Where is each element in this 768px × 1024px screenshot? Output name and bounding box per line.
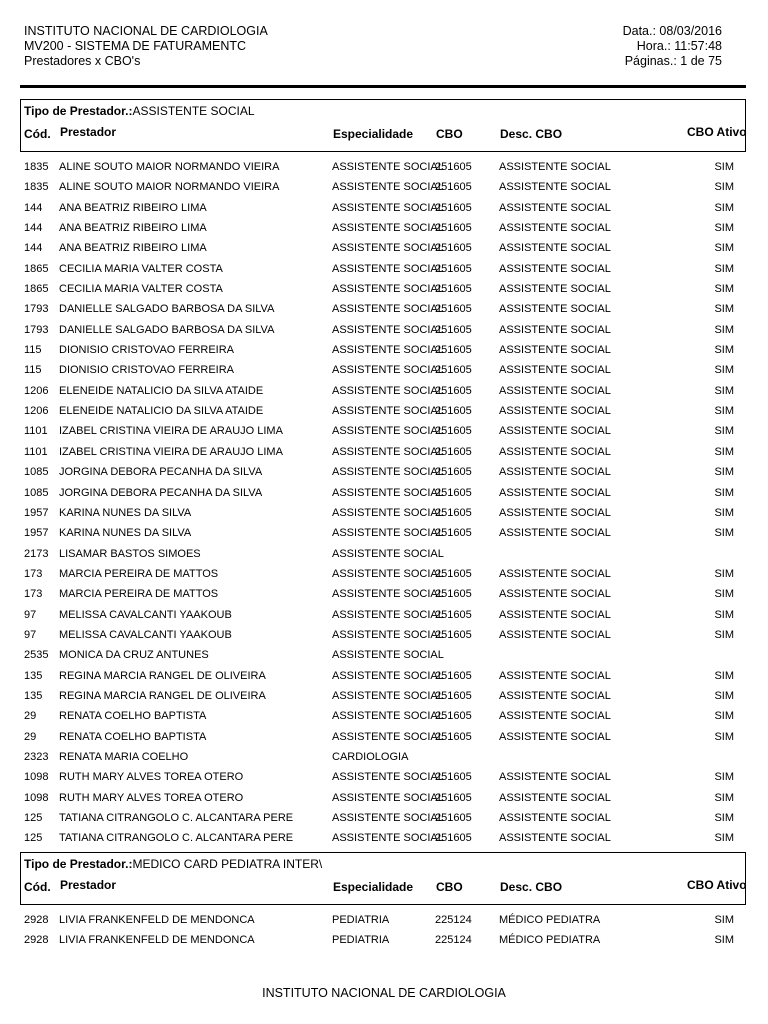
cbo-cell: 251605 (435, 832, 472, 845)
cbo-ativo-cell: SIM (714, 506, 734, 519)
section-rows (20, 905, 746, 951)
report-pages: Páginas.: 1 de 75 (624, 54, 722, 68)
table-row (20, 523, 746, 543)
cbo-ativo-cell: SIM (714, 710, 734, 723)
desc-cbo-cell: ASSISTENTE SOCIAL (499, 344, 611, 357)
cbo-cell: 251605 (435, 425, 472, 438)
cbo-ativo-cell: SIM (714, 812, 734, 824)
especialidade-cell: ASSISTENTE SOCIAL (332, 771, 444, 784)
report-header-right (604, 24, 722, 69)
desc-cbo-cell: ASSISTENTE SOCIAL (499, 506, 611, 519)
cbo-cell: 251605 (435, 242, 472, 255)
prestador-cell: CECILIA MARIA VALTER COSTA (59, 262, 223, 275)
cod-cell: 125 (24, 812, 43, 824)
desc-cbo-cell: ASSISTENTE SOCIAL (499, 567, 611, 580)
especialidade-cell: ASSISTENTE SOCIAL (332, 669, 444, 682)
section-header (20, 852, 746, 905)
cbo-ativo-cell: SIM (714, 608, 734, 621)
table-row (20, 767, 746, 787)
table-row (20, 483, 746, 503)
prestador-cell: ELENEIDE NATALICIO DA SILVA ATAIDE (59, 384, 264, 397)
col-header-cbo: CBO (436, 127, 463, 141)
table-row (20, 564, 746, 584)
report-time: Hora.: 11:57:48 (636, 39, 722, 53)
table-row (20, 645, 746, 665)
table-row (20, 747, 746, 767)
table-row (20, 360, 746, 380)
institution-name: INSTITUTO NACIONAL DE CARDIOLOGIA (24, 24, 268, 38)
cod-cell: 1957 (24, 527, 49, 540)
table-row (20, 544, 746, 564)
prestador-cell: ELENEIDE NATALICIO DA SILVA ATAIDE (59, 405, 264, 418)
table-row (20, 320, 746, 340)
prestador-cell: DIONISIO CRISTOVAO FERREIRA (59, 364, 235, 377)
cod-cell: 144 (24, 201, 43, 214)
especialidade-cell: ASSISTENTE SOCIAL (332, 344, 444, 357)
cbo-cell: 251605 (435, 730, 472, 743)
table-row (20, 381, 746, 401)
especialidade-cell: ASSISTENTE SOCIAL (332, 425, 444, 438)
cbo-ativo-cell: SIM (714, 466, 734, 479)
especialidade-cell: ASSISTENTE SOCIAL (332, 567, 444, 580)
cod-cell: 2928 (24, 914, 49, 926)
system-name: MV200 - SISTEMA DE FATURAMENTC (24, 39, 247, 53)
cbo-ativo-cell: SIM (714, 689, 734, 702)
cbo-cell: 251605 (435, 323, 472, 336)
cbo-ativo-cell: SIM (714, 222, 734, 235)
cbo-ativo-cell: SIM (714, 567, 734, 580)
table-row (20, 727, 746, 747)
cbo-cell: 251605 (435, 445, 472, 458)
especialidade-cell: PEDIATRIA (332, 914, 390, 926)
cod-cell: 1835 (24, 181, 49, 194)
prestador-type (24, 857, 322, 871)
cbo-cell: 251605 (435, 710, 472, 723)
cbo-ativo-cell: SIM (714, 730, 734, 743)
prestador-cell: IZABEL CRISTINA VIEIRA DE ARAUJO LIMA (59, 445, 283, 458)
section-rows (20, 152, 746, 849)
prestador-type-value: ASSISTENTE SOCIAL (132, 104, 255, 118)
cod-cell: 1206 (24, 405, 49, 418)
cbo-ativo-cell: SIM (714, 283, 734, 296)
desc-cbo-cell: ASSISTENTE SOCIAL (499, 669, 611, 682)
especialidade-cell: ASSISTENTE SOCIAL (332, 364, 444, 377)
table-row (20, 666, 746, 686)
cbo-cell: 251605 (435, 567, 472, 580)
cbo-ativo-cell: SIM (714, 303, 734, 316)
cbo-cell: 251605 (435, 608, 472, 621)
col-header-cbo-ativo: CBO Ativo (687, 125, 747, 139)
especialidade-cell: ASSISTENTE SOCIAL (332, 486, 444, 499)
col-header-prestador: Prestador (60, 125, 117, 139)
table-row (20, 259, 746, 279)
cod-cell: 97 (24, 608, 37, 621)
prestador-cell: DANIELLE SALGADO BARBOSA DA SILVA (59, 323, 275, 336)
especialidade-cell: ASSISTENTE SOCIAL (332, 242, 444, 255)
col-header-cbo-ativo: CBO Ativo (687, 878, 747, 892)
cod-cell: 1098 (24, 771, 49, 784)
cbo-ativo-cell: SIM (714, 262, 734, 275)
especialidade-cell: ASSISTENTE SOCIAL (332, 201, 444, 214)
cbo-cell: 251605 (435, 303, 472, 316)
cod-cell: 144 (24, 222, 43, 235)
desc-cbo-cell: ASSISTENTE SOCIAL (499, 262, 611, 275)
especialidade-cell: ASSISTENTE SOCIAL (332, 262, 444, 275)
prestador-cell: DANIELLE SALGADO BARBOSA DA SILVA (59, 303, 275, 316)
cod-cell: 1835 (24, 161, 49, 173)
cbo-cell: 251605 (435, 181, 472, 194)
cod-cell: 1865 (24, 262, 49, 275)
table-row (20, 788, 746, 808)
desc-cbo-cell: ASSISTENTE SOCIAL (499, 628, 611, 641)
cbo-cell: 225124 (435, 934, 472, 947)
cod-cell: 135 (24, 669, 43, 682)
cod-cell: 2323 (24, 750, 49, 763)
report-title: Prestadores x CBO's (24, 54, 141, 68)
cbo-cell: 251605 (435, 222, 472, 235)
especialidade-cell: ASSISTENTE SOCIAL (332, 547, 444, 560)
cbo-ativo-cell: SIM (714, 323, 734, 336)
cbo-cell: 251605 (435, 791, 472, 804)
prestador-cell: IZABEL CRISTINA VIEIRA DE ARAUJO LIMA (59, 425, 283, 438)
prestador-cell: LIVIA FRANKENFELD DE MENDONCA (59, 934, 255, 947)
prestador-type-label: Tipo de Prestador.: (24, 104, 133, 118)
prestador-cell: RENATA MARIA COELHO (59, 750, 189, 763)
desc-cbo-cell: ASSISTENTE SOCIAL (499, 466, 611, 479)
prestador-cell: LISAMAR BASTOS SIMOES (59, 547, 201, 560)
especialidade-cell: ASSISTENTE SOCIAL (332, 405, 444, 418)
cbo-cell: 251605 (435, 201, 472, 214)
cbo-ativo-cell: SIM (714, 344, 734, 357)
header-divider (20, 85, 746, 88)
cod-cell: 29 (24, 730, 37, 743)
cbo-ativo-cell: SIM (714, 791, 734, 804)
cbo-ativo-cell: SIM (714, 771, 734, 784)
col-header-cod: Cód. (24, 127, 51, 141)
especialidade-cell: PEDIATRIA (332, 934, 390, 947)
prestador-cell: KARINA NUNES DA SILVA (59, 527, 192, 540)
cbo-ativo-cell: SIM (714, 405, 734, 418)
cod-cell: 1957 (24, 506, 49, 519)
especialidade-cell: ASSISTENTE SOCIAL (332, 812, 444, 824)
cbo-cell: 251605 (435, 405, 472, 418)
especialidade-cell: ASSISTENTE SOCIAL (332, 384, 444, 397)
cbo-ativo-cell: SIM (714, 242, 734, 255)
cbo-cell: 251605 (435, 466, 472, 479)
cbo-ativo-cell: SIM (714, 181, 734, 194)
especialidade-cell: ASSISTENTE SOCIAL (332, 161, 444, 173)
desc-cbo-cell: ASSISTENTE SOCIAL (499, 486, 611, 499)
col-header-especialidade: Especialidade (333, 880, 414, 894)
desc-cbo-cell: ASSISTENTE SOCIAL (499, 445, 611, 458)
especialidade-cell: ASSISTENTE SOCIAL (332, 791, 444, 804)
cod-cell: 2173 (24, 547, 49, 560)
table-row (20, 299, 746, 319)
table-row (20, 421, 746, 441)
cod-cell: 173 (24, 567, 43, 580)
especialidade-cell: ASSISTENTE SOCIAL (332, 608, 444, 621)
especialidade-cell: ASSISTENTE SOCIAL (332, 283, 444, 296)
cod-cell: 1085 (24, 486, 49, 499)
prestador-cell: ANA BEATRIZ RIBEIRO LIMA (59, 222, 207, 235)
especialidade-cell: ASSISTENTE SOCIAL (332, 181, 444, 194)
cbo-ativo-cell: SIM (714, 425, 734, 438)
desc-cbo-cell: ASSISTENTE SOCIAL (499, 303, 611, 316)
prestador-cell: LIVIA FRANKENFELD DE MENDONCA (59, 914, 255, 926)
cbo-ativo-cell: SIM (714, 914, 734, 926)
cbo-cell: 251605 (435, 486, 472, 499)
cbo-cell: 251605 (435, 344, 472, 357)
prestador-cell: MELISSA CAVALCANTI YAAKOUB (59, 628, 232, 641)
cbo-cell: 251605 (435, 527, 472, 540)
cod-cell: 1206 (24, 384, 49, 397)
cbo-cell: 251605 (435, 689, 472, 702)
table-row (20, 625, 746, 645)
especialidade-cell: ASSISTENTE SOCIAL (332, 710, 444, 723)
desc-cbo-cell: ASSISTENTE SOCIAL (499, 791, 611, 804)
table-row (20, 706, 746, 726)
col-header-especialidade: Especialidade (333, 127, 414, 141)
col-header-desc-cbo: Desc. CBO (500, 127, 563, 141)
table-row (20, 584, 746, 604)
desc-cbo-cell: ASSISTENTE SOCIAL (499, 689, 611, 702)
table-row (20, 198, 746, 218)
cbo-ativo-cell: SIM (714, 201, 734, 214)
desc-cbo-cell: ASSISTENTE SOCIAL (499, 812, 611, 824)
cod-cell: 97 (24, 628, 37, 641)
table-row (20, 218, 746, 238)
especialidade-cell: ASSISTENTE SOCIAL (332, 303, 444, 316)
desc-cbo-cell: ASSISTENTE SOCIAL (499, 222, 611, 235)
cbo-ativo-cell: SIM (714, 364, 734, 377)
table-row (20, 238, 746, 258)
cbo-cell: 251605 (435, 669, 472, 682)
desc-cbo-cell: ASSISTENTE SOCIAL (499, 201, 611, 214)
especialidade-cell: ASSISTENTE SOCIAL (332, 466, 444, 479)
prestador-cell: RENATA COELHO BAPTISTA (59, 710, 207, 723)
prestador-cell: MARCIA PEREIRA DE MATTOS (59, 588, 219, 601)
cbo-ativo-cell: SIM (714, 445, 734, 458)
cod-cell: 29 (24, 710, 37, 723)
prestador-cell: ALINE SOUTO MAIOR NORMANDO VIEIRA (59, 161, 280, 173)
cod-cell: 1101 (24, 425, 48, 438)
cod-cell: 1085 (24, 466, 49, 479)
desc-cbo-cell: ASSISTENTE SOCIAL (499, 283, 611, 296)
table-row (20, 442, 746, 462)
especialidade-cell: ASSISTENTE SOCIAL (332, 588, 444, 601)
cod-cell: 1098 (24, 791, 49, 804)
cbo-cell: 251605 (435, 283, 472, 296)
cbo-ativo-cell: SIM (714, 669, 734, 682)
especialidade-cell: ASSISTENTE SOCIAL (332, 222, 444, 235)
prestador-type (24, 104, 255, 118)
cod-cell: 115 (24, 344, 42, 357)
cbo-ativo-cell: SIM (714, 934, 734, 947)
prestador-cell: TATIANA CITRANGOLO C. ALCANTARA PERE (59, 832, 294, 845)
prestador-cell: REGINA MARCIA RANGEL DE OLIVEIRA (59, 669, 266, 682)
cod-cell: 173 (24, 588, 43, 601)
prestador-cell: ANA BEATRIZ RIBEIRO LIMA (59, 201, 207, 214)
table-row (20, 177, 746, 197)
desc-cbo-cell: ASSISTENTE SOCIAL (499, 771, 611, 784)
col-header-desc-cbo: Desc. CBO (500, 880, 563, 894)
cod-cell: 1101 (24, 445, 48, 458)
table-row (20, 686, 746, 706)
table-row (20, 503, 746, 523)
especialidade-cell: ASSISTENTE SOCIAL (332, 628, 444, 641)
prestador-cell: ANA BEATRIZ RIBEIRO LIMA (59, 242, 207, 255)
table-row (20, 401, 746, 421)
prestador-cell: MARCIA PEREIRA DE MATTOS (59, 567, 219, 580)
desc-cbo-cell: ASSISTENTE SOCIAL (499, 242, 611, 255)
desc-cbo-cell: ASSISTENTE SOCIAL (499, 608, 611, 621)
cod-cell: 2535 (24, 649, 49, 662)
desc-cbo-cell: ASSISTENTE SOCIAL (499, 832, 611, 845)
cod-cell: 1793 (24, 303, 49, 316)
prestador-cell: TATIANA CITRANGOLO C. ALCANTARA PERE (59, 812, 294, 824)
cod-cell: 1865 (24, 283, 49, 296)
especialidade-cell: ASSISTENTE SOCIAL (332, 832, 444, 845)
prestador-cell: RENATA COELHO BAPTISTA (59, 730, 207, 743)
desc-cbo-cell: ASSISTENTE SOCIAL (499, 323, 611, 336)
prestador-cell: JORGINA DEBORA PECANHA DA SILVA (59, 486, 263, 499)
desc-cbo-cell: ASSISTENTE SOCIAL (499, 425, 611, 438)
prestador-cell: RUTH MARY ALVES TOREA OTERO (59, 771, 244, 784)
especialidade-cell: ASSISTENTE SOCIAL (332, 323, 444, 336)
cbo-cell: 251605 (435, 812, 472, 824)
desc-cbo-cell: ASSISTENTE SOCIAL (499, 161, 611, 173)
especialidade-cell: ASSISTENTE SOCIAL (332, 649, 444, 662)
report-date: Data.: 08/03/2016 (622, 24, 722, 38)
cbo-ativo-cell: SIM (714, 588, 734, 601)
col-header-prestador: Prestador (60, 878, 117, 892)
table-row (20, 462, 746, 482)
prestador-cell: RUTH MARY ALVES TOREA OTERO (59, 791, 244, 804)
prestador-type-value: MEDICO CARD PEDIATRA INTER\ (132, 857, 323, 871)
cbo-ativo-cell: SIM (714, 384, 734, 397)
desc-cbo-cell: ASSISTENTE SOCIAL (499, 405, 611, 418)
table-row (20, 605, 746, 625)
desc-cbo-cell: ASSISTENTE SOCIAL (499, 527, 611, 540)
especialidade-cell: ASSISTENTE SOCIAL (332, 506, 444, 519)
table-row (20, 279, 746, 299)
desc-cbo-cell: MÉDICO PEDIATRA (499, 914, 601, 926)
desc-cbo-cell: MÉDICO PEDIATRA (499, 934, 601, 947)
table-row (20, 340, 746, 360)
desc-cbo-cell: ASSISTENTE SOCIAL (499, 181, 611, 194)
cbo-cell: 225124 (435, 914, 472, 926)
table-row (20, 930, 746, 950)
desc-cbo-cell: ASSISTENTE SOCIAL (499, 710, 611, 723)
cbo-cell: 251605 (435, 506, 472, 519)
prestador-cell: MELISSA CAVALCANTI YAAKOUB (59, 608, 232, 621)
cbo-cell: 251605 (435, 262, 472, 275)
cbo-cell: 251605 (435, 384, 472, 397)
report-footer: INSTITUTO NACIONAL DE CARDIOLOGIA (262, 986, 506, 1000)
prestador-type-label: Tipo de Prestador.: (24, 857, 133, 871)
cbo-cell: 251605 (435, 161, 472, 173)
prestador-cell: REGINA MARCIA RANGEL DE OLIVEIRA (59, 689, 266, 702)
col-header-cbo: CBO (436, 880, 463, 894)
cod-cell: 115 (24, 364, 42, 377)
section-header (20, 99, 746, 152)
especialidade-cell: ASSISTENTE SOCIAL (332, 445, 444, 458)
table-row (20, 157, 746, 177)
report-header-left (24, 24, 268, 69)
especialidade-cell: ASSISTENTE SOCIAL (332, 730, 444, 743)
especialidade-cell: CARDIOLOGIA (332, 750, 409, 763)
prestador-section (20, 852, 746, 951)
prestador-cell: DIONISIO CRISTOVAO FERREIRA (59, 344, 235, 357)
prestador-cell: KARINA NUNES DA SILVA (59, 506, 192, 519)
col-header-cod: Cód. (24, 880, 51, 894)
cod-cell: 135 (24, 689, 43, 702)
cbo-ativo-cell: SIM (714, 161, 734, 173)
table-row (20, 910, 746, 930)
desc-cbo-cell: ASSISTENTE SOCIAL (499, 364, 611, 377)
cod-cell: 144 (24, 242, 43, 255)
prestador-cell: JORGINA DEBORA PECANHA DA SILVA (59, 466, 263, 479)
prestador-section (20, 99, 746, 849)
desc-cbo-cell: ASSISTENTE SOCIAL (499, 384, 611, 397)
cbo-ativo-cell: SIM (714, 832, 734, 845)
cbo-cell: 251605 (435, 588, 472, 601)
cod-cell: 1793 (24, 323, 49, 336)
cbo-ativo-cell: SIM (714, 628, 734, 641)
desc-cbo-cell: ASSISTENTE SOCIAL (499, 588, 611, 601)
prestador-cell: CECILIA MARIA VALTER COSTA (59, 283, 223, 296)
table-row (20, 808, 746, 828)
prestador-cell: MONICA DA CRUZ ANTUNES (59, 649, 209, 662)
cbo-ativo-cell: SIM (714, 486, 734, 499)
cbo-cell: 251605 (435, 628, 472, 641)
especialidade-cell: ASSISTENTE SOCIAL (332, 527, 444, 540)
especialidade-cell: ASSISTENTE SOCIAL (332, 689, 444, 702)
cod-cell: 2928 (24, 934, 49, 947)
cbo-ativo-cell: SIM (714, 527, 734, 540)
table-row (20, 828, 746, 848)
cod-cell: 125 (24, 832, 43, 845)
cbo-cell: 251605 (435, 364, 472, 377)
cbo-cell: 251605 (435, 771, 472, 784)
prestador-cell: ALINE SOUTO MAIOR NORMANDO VIEIRA (59, 181, 280, 194)
desc-cbo-cell: ASSISTENTE SOCIAL (499, 730, 611, 743)
